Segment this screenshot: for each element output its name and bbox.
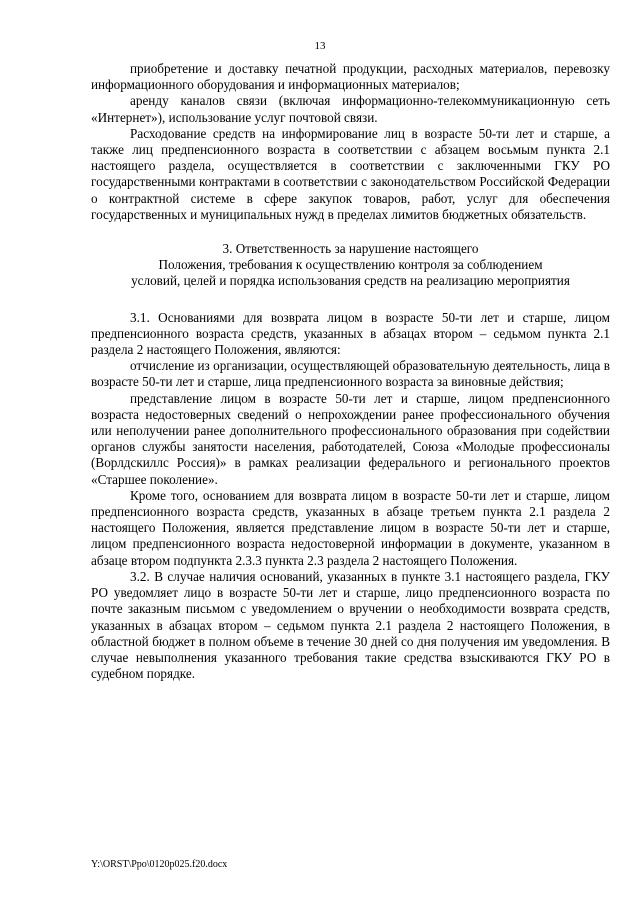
document-body	[91, 61, 610, 682]
page-number: 13	[314, 40, 326, 52]
paragraph: аренду каналов связи (включая информационно-телекоммуникационную сеть «Интернет»), использование услуг почтовой связи.	[91, 93, 610, 125]
paragraph: Кроме того, основанием для возврата лицом в возрасте 50-ти лет и старше, лицом предпенсионного возраста средств, указанных в абзаце третьем пункта 2.1 раздела 2 настоящего Положения, является представление лицом в возрасте 50-ти лет и старше, лицом предпенсионного возраста недостоверной информации в документе, указанном в абзаце втором подпункта 2.3.3 пункта 2.3 раздела 2 настоящего Положения.	[91, 487, 610, 568]
footer-file-path: Y:\ORST\Ppo\0120p025.f20.docx	[91, 859, 228, 870]
section-heading	[91, 241, 610, 290]
paragraph: 3.1. Основаниями для возврата лицом в возрасте 50-ти лет и старше, лицом предпенсионного возраста средств, указанных в абзацах втором – седьмом пункта 2.1 раздела 2 настоящего Положения, являются:	[91, 309, 610, 358]
paragraph: 3.2. В случае наличия оснований, указанных в пункте 3.1 настоящего раздела, ГКУ РО уведомляет лицо в возрасте 50-ти лет и старше, лицо предпенсионного возраста по почте заказным письмом с уведомлением о вручении о необходимости возврата средств, указанных в абзацах втором – седьмом пункта 2.1 раздела 2 настоящего Положения, в областной бюджет в полном объеме в течение 30 дней со дня получения им уведомления. В случае невыполнения указанного требования такие средства взыскиваются ГКУ РО в судебном порядке.	[91, 568, 610, 682]
section-heading-line: условий, целей и порядка использования средств на реализацию мероприятия	[131, 273, 570, 289]
paragraph: отчисление из организации, осуществляющей образовательную деятельность, лица в возрасте 50-ти лет и старше, лица предпенсионного возраста за виновные действия;	[91, 358, 610, 390]
paragraph: представление лицом в возрасте 50-ти лет и старше, лицом предпенсионного возраста недостоверных сведений о непрохождении ранее профессионального обучения или неполучении ранее дополнительного профессионального образования при содействии органов службы занятости населения, работодателей, Союза «Молодые профессионалы (Ворлдскиллс Россия)» в рамках реализации федерального и регионального проектов «Старшее поколение».	[91, 390, 610, 487]
paragraph: приобретение и доставку печатной продукции, расходных материалов, перевозку информационного оборудования и информационных материалов;	[91, 61, 610, 93]
paragraph: Расходование средств на информирование лиц в возрасте 50-ти лет и старше, а также лиц предпенсионного возраста в соответствии с абзацем восьмым пункта 2.1 настоящего раздела, осуществляется в соответствии с заключенными ГКУ РО государственными контрактами в соответствии с законодательством Российской Федерации о контрактной системе в сфере закупок товаров, работ, услуг для обеспечения государственных и муниципальных нужд в пределах лимитов бюджетных обязательств.	[91, 125, 610, 222]
section-heading-line: 3. Ответственность за нарушение настоящего	[222, 241, 479, 257]
section-heading-line: Положения, требования к осуществлению контроля за соблюдением	[158, 257, 543, 273]
